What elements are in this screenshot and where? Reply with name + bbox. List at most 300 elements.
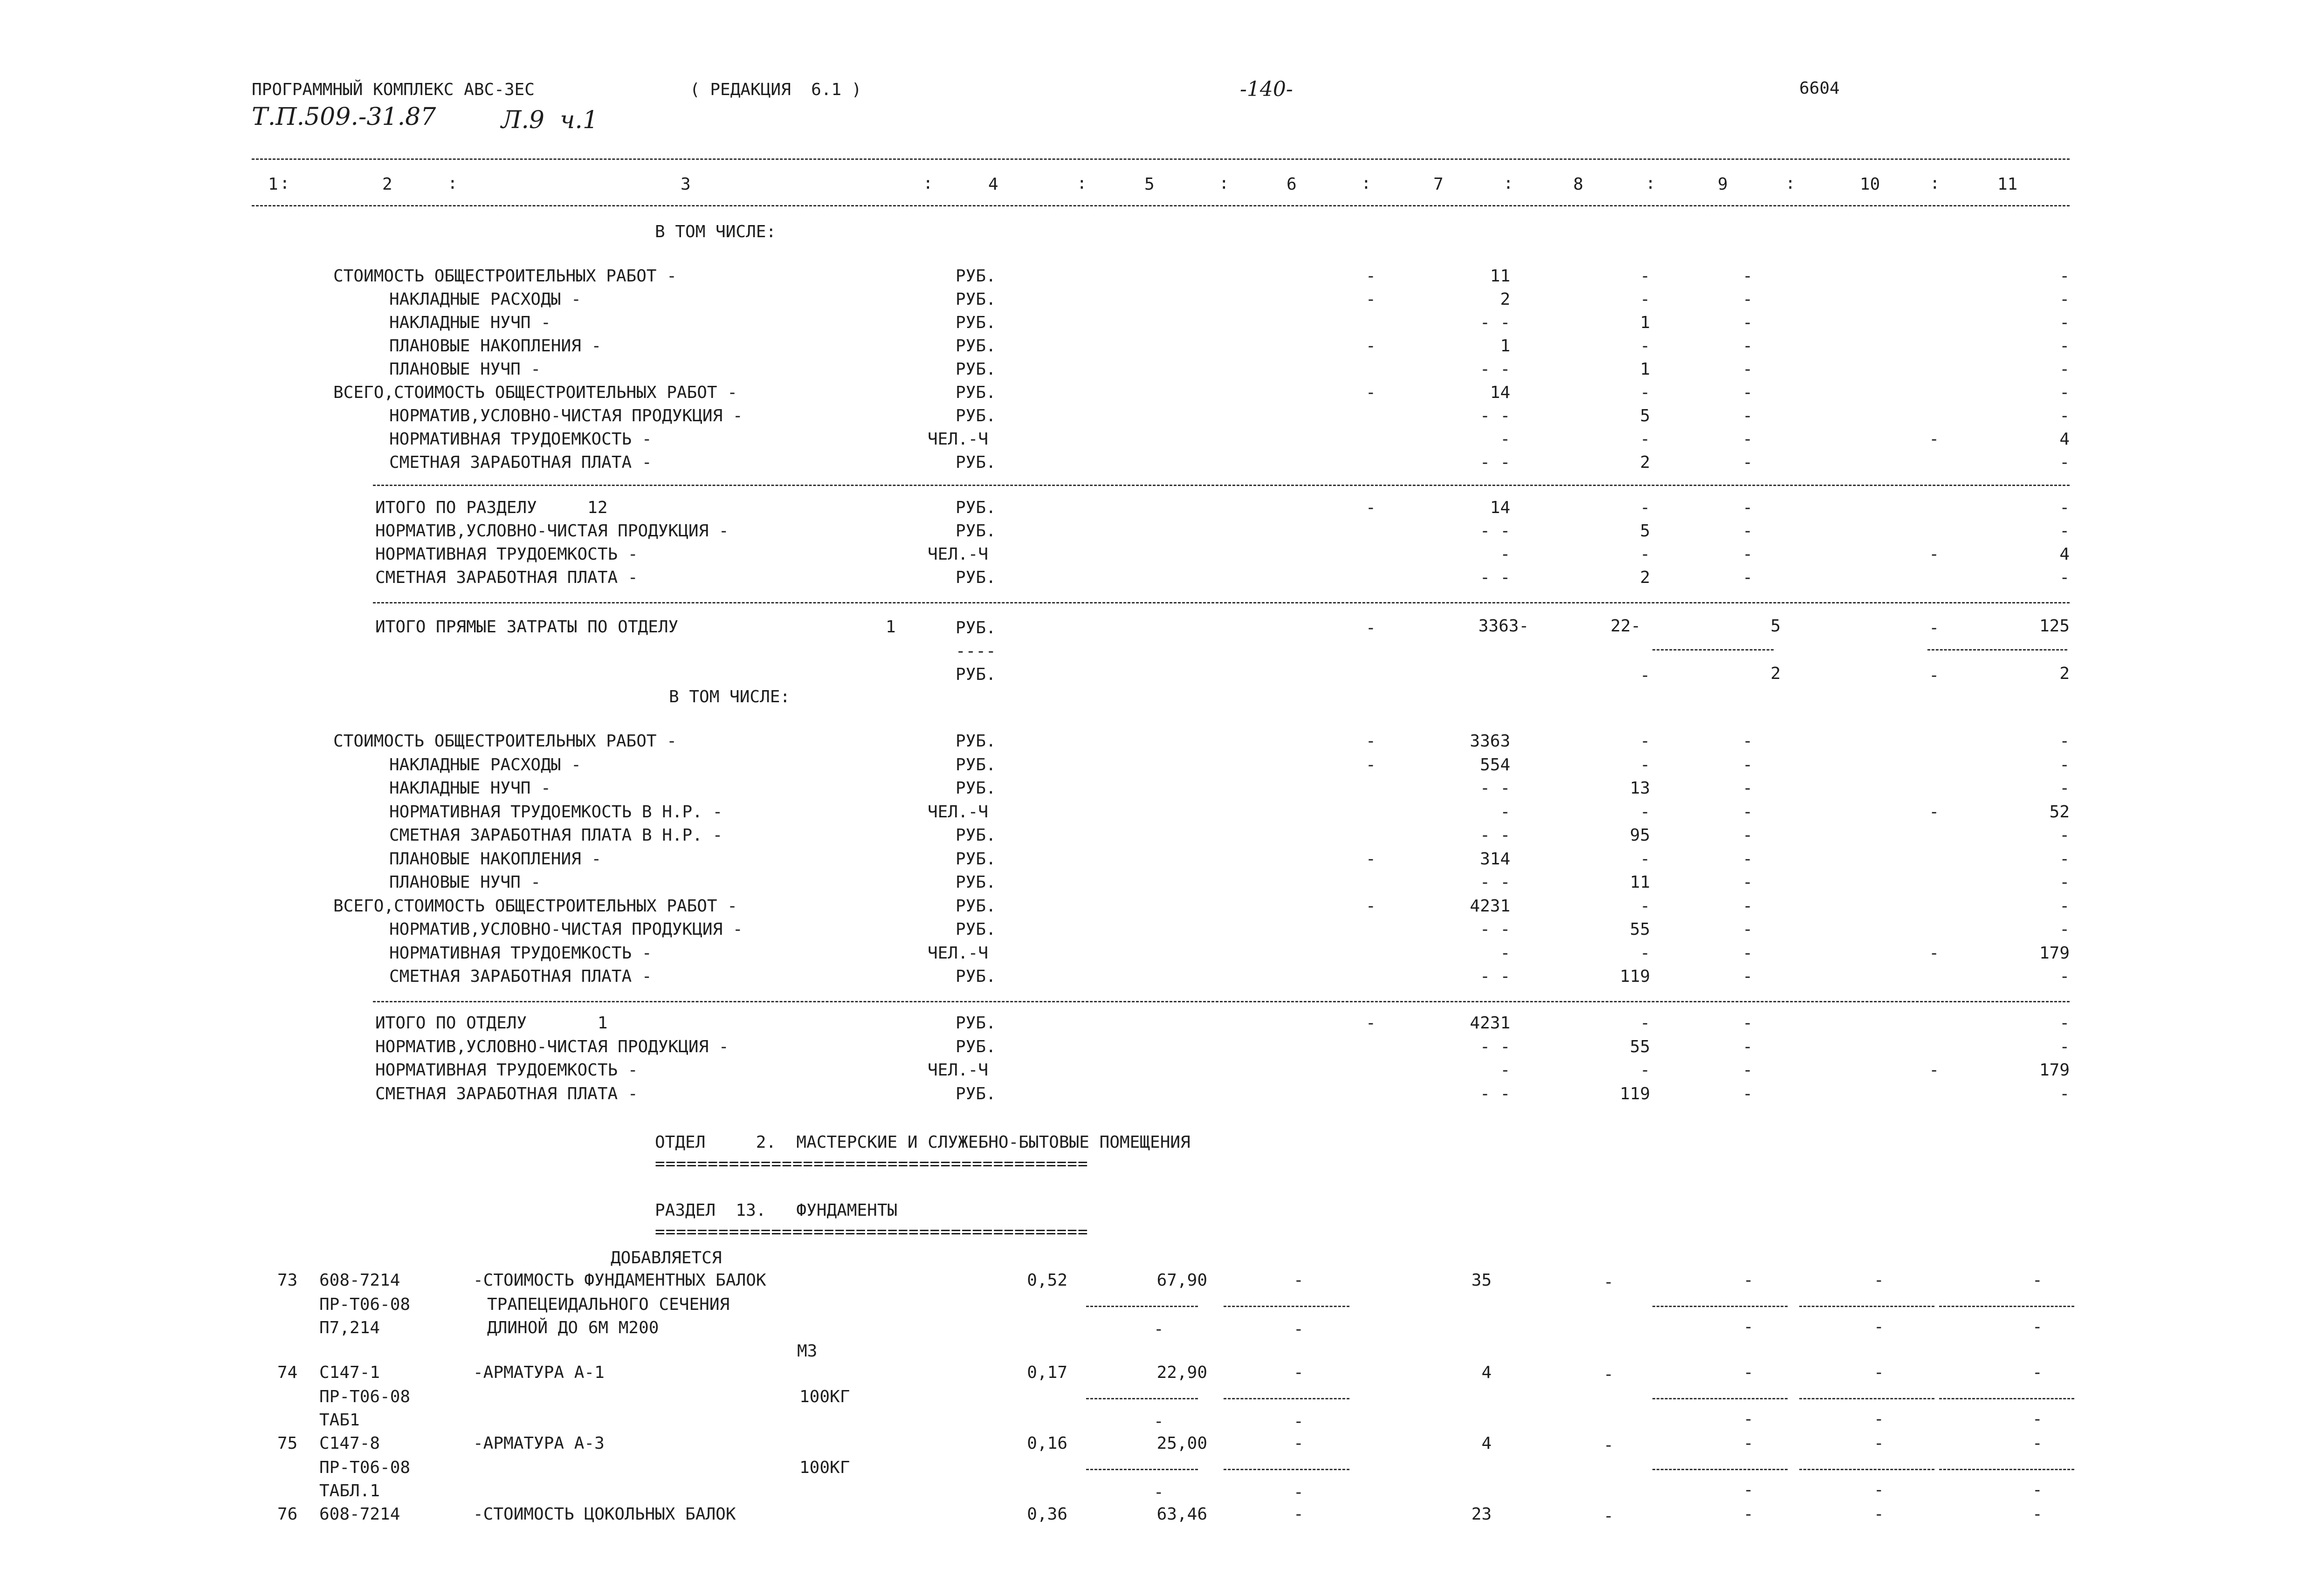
column-separator: : (1219, 174, 1229, 193)
cell-col5: - (1154, 1320, 1164, 1339)
item-code: С147-8 (319, 1434, 380, 1453)
item-description-line: ТРАПЕЦЕИДАЛЬНОГО СЕЧЕНИЯ (487, 1295, 730, 1314)
column-separator: : (1361, 174, 1371, 193)
cell-col11: - (2059, 498, 2070, 517)
item-rule (1224, 1398, 1349, 1399)
dept-title-underline: ========================================= (655, 1154, 1088, 1173)
cell-col11: 4 (2059, 545, 2070, 564)
item-code: 608-7214 (319, 1505, 400, 1524)
cell-col9: - (1742, 453, 1753, 472)
cell-col8: 2 (1640, 453, 1650, 472)
cell-col6: - (1366, 383, 1376, 402)
cell-col9: - (1742, 779, 1753, 798)
dept-title: ОТДЕЛ 2. МАСТЕРСКИЕ И СЛУЖЕБНО-БЫТОВЫЕ ПОМЕЩЕНИЯ (655, 1133, 1190, 1152)
cell-col8: - (1640, 267, 1650, 286)
cell-col11: 52 (2049, 802, 2070, 822)
cell-col8: - (1640, 802, 1650, 822)
cell-col10: - (1929, 666, 1939, 685)
cell-col11: - (2059, 732, 2070, 751)
cell-col8: 5 (1640, 521, 1650, 541)
cell-col8: 22- (1610, 616, 1641, 636)
row-unit: РУБ. (956, 290, 996, 309)
cell-col11: - (2059, 406, 2070, 425)
item-description-line: ДЛИНОЙ ДО 6М М200 (487, 1318, 659, 1337)
cell-col7: 14 (1490, 498, 1510, 517)
cell-col7: - - (1479, 406, 1510, 425)
item-reference: ПР-Т06-08 (319, 1295, 411, 1314)
cell-col9: - (1742, 430, 1753, 449)
cell-col8: - (1640, 666, 1650, 685)
cell-col9: - (1742, 826, 1753, 845)
cell-col10: - (1929, 545, 1939, 564)
cell-col7: - - (1479, 568, 1510, 587)
section-divider (373, 602, 2070, 603)
page-number: -140- (1240, 77, 1293, 101)
cell-col6: - (1366, 849, 1376, 869)
cell-col9: - (1743, 1505, 1754, 1524)
row-label: НОРМАТИВ,УСЛОВНО-ЧИСТАЯ ПРОДУКЦИЯ - (375, 1037, 729, 1056)
cell-col8: - (1603, 1365, 1614, 1384)
row-label: НОРМАТИВ,УСЛОВНО-ЧИСТАЯ ПРОДУКЦИЯ - (389, 920, 743, 939)
section-title-underline: ========================================= (655, 1222, 1088, 1241)
column-separator: : (1930, 174, 1940, 193)
cell-col11: - (2032, 1271, 2043, 1290)
row-label: НАКЛАДНЫЕ РАСХОДЫ - (389, 755, 581, 774)
cell-col8: - (1640, 383, 1650, 402)
direct-costs-label: ИТОГО ПРЯМЫЕ ЗАТРАТЫ ПО ОТДЕЛУ (375, 617, 679, 637)
cell-col8: 119 (1619, 967, 1650, 986)
cell-col8: - (1640, 896, 1650, 916)
row-unit: РУБ. (956, 336, 996, 356)
cell-col7: 554 (1479, 755, 1510, 774)
row-label: СМЕТНАЯ ЗАРАБОТНАЯ ПЛАТА В Н.Р. - (389, 826, 723, 845)
header-bottom-rule (252, 205, 2070, 206)
cell-col8: 1 (1640, 313, 1650, 332)
item-rule (1939, 1469, 2074, 1470)
row-unit: РУБ. (956, 498, 996, 517)
cell-col11: - (2059, 360, 2070, 379)
item-rule (1652, 1469, 1788, 1470)
cell-col9: - (1742, 1037, 1753, 1056)
item-price: 25,00 (1156, 1434, 1207, 1453)
row-unit: РУБ. (956, 967, 996, 986)
cell-col8: - (1640, 755, 1650, 774)
cell-col8: - (1640, 732, 1650, 751)
row-unit: РУБ. (956, 755, 996, 774)
cell-col11: 179 (2039, 943, 2070, 963)
cell-col6: - (1366, 732, 1376, 751)
row-label: НОРМАТИВНАЯ ТРУДОЕМКОСТЬ В Н.Р. - (389, 802, 723, 822)
including-heading: В ТОМ ЧИСЛЕ: (669, 687, 791, 706)
cell-col7: 3363- (1478, 616, 1529, 636)
item-rule (1652, 1398, 1788, 1399)
cell-col7: - (1500, 943, 1510, 963)
row-label: СМЕТНАЯ ЗАРАБОТНАЯ ПЛАТА - (389, 967, 652, 986)
item-rule (1939, 1398, 2074, 1399)
row-label: НАКЛАДНЫЕ НУЧП - (389, 779, 551, 798)
cell-col11: - (2032, 1505, 2043, 1524)
item-reference: ТАБ1 (319, 1411, 360, 1430)
item-reference: ПР-Т06-08 (319, 1458, 411, 1477)
cell-col7: 4 (1481, 1363, 1492, 1382)
cell-col11: - (2032, 1317, 2043, 1336)
item-reference: П7,214 (319, 1318, 380, 1337)
cell-col11: - (2032, 1434, 2043, 1453)
cell-col7: 14 (1490, 383, 1510, 402)
cell-col7: 35 (1471, 1271, 1492, 1290)
cell-col9: - (1743, 1271, 1754, 1290)
row-unit: РУБ. (956, 1037, 996, 1056)
header-top-rule (252, 158, 2070, 160)
cell-col6: - (1366, 267, 1376, 286)
item-number: 75 (277, 1434, 298, 1453)
cell-col6: - (1366, 290, 1376, 309)
cell-col6: - (1366, 618, 1376, 637)
cell-col7: - - (1479, 920, 1510, 939)
row-unit: РУБ. (956, 568, 996, 587)
cell-col7: - - (1479, 1037, 1510, 1056)
cell-col9: - (1743, 1480, 1754, 1500)
row-label: НОРМАТИВНАЯ ТРУДОЕМКОСТЬ - (375, 1061, 638, 1080)
cell-col11: - (2059, 1037, 2070, 1056)
cell-col9: - (1742, 755, 1753, 774)
cell-col9: - (1743, 1363, 1754, 1382)
item-description: -АРМАТУРА А-3 (473, 1434, 605, 1453)
row-label: ВСЕГО,СТОИМОСТЬ ОБЩЕСТРОИТЕЛЬНЫХ РАБОТ - (333, 896, 737, 916)
cell-col8: 1 (1640, 360, 1650, 379)
cell-col8: - (1603, 1507, 1614, 1526)
cell-col8: 119 (1619, 1084, 1650, 1103)
cell-col8: - (1640, 545, 1650, 564)
cell-col11: 4 (2059, 430, 2070, 449)
cell-col8: 55 (1630, 1037, 1650, 1056)
item-quantity: 0,17 (1027, 1363, 1067, 1382)
unit-dashes: ---- (956, 642, 996, 661)
cell-col8: - (1603, 1436, 1614, 1455)
cell-col7: - - (1479, 313, 1510, 332)
cell-col11: - (2032, 1410, 2043, 1429)
item-rule (1086, 1469, 1198, 1470)
cell-col7: - - (1479, 873, 1510, 892)
cell-col6: - (1294, 1271, 1304, 1290)
item-price: 63,46 (1156, 1505, 1207, 1524)
cell-col11: - (2059, 1084, 2070, 1103)
cell-col11: - (2032, 1363, 2043, 1382)
added-label: ДОБАВЛЯЕТСЯ (611, 1248, 722, 1267)
column-header-7: 7 (1433, 175, 1444, 194)
row-label: НОРМАТИВНАЯ ТРУДОЕМКОСТЬ - (375, 545, 638, 564)
edition: ( РЕДАКЦИЯ 6.1 ) (690, 80, 862, 99)
item-rule (1939, 1306, 2074, 1307)
column-header-4: 4 (988, 175, 998, 194)
column-separator: : (1645, 174, 1656, 193)
row-unit: РУБ. (956, 1084, 996, 1103)
item-number: 73 (277, 1271, 298, 1290)
cell-col10: - (1874, 1480, 1884, 1500)
column-separator: : (280, 174, 290, 193)
row-label: НОРМАТИВ,УСЛОВНО-ЧИСТАЯ ПРОДУКЦИЯ - (375, 521, 729, 541)
row-unit: РУБ. (956, 665, 996, 684)
row-unit: РУБ. (956, 521, 996, 541)
cell-col11: - (2059, 755, 2070, 774)
cell-col8: - (1603, 1273, 1614, 1292)
cell-col9: - (1742, 920, 1753, 939)
row-unit: ЧЕЛ.-Ч (928, 1061, 989, 1080)
column-header-11: 11 (1997, 175, 2018, 194)
column-header-8: 8 (1573, 175, 1583, 194)
cell-col9: - (1742, 802, 1753, 822)
item-price: 22,90 (1156, 1363, 1207, 1382)
row-unit: РУБ. (956, 873, 996, 892)
cell-col8: 13 (1630, 779, 1650, 798)
item-unit: М3 (797, 1342, 818, 1361)
cell-col6: - (1294, 1320, 1304, 1339)
row-unit: РУБ. (956, 896, 996, 916)
cell-col11: - (2059, 1014, 2070, 1033)
cell-col9: - (1742, 943, 1753, 963)
program-name: ПРОГРАММНЫЙ КОМПЛЕКС АВС-3ЕС (252, 80, 535, 99)
column-separator: : (1503, 174, 1514, 193)
including-heading: В ТОМ ЧИСЛЕ: (655, 222, 777, 241)
cell-col10: - (1929, 430, 1939, 449)
cell-col7: 2 (1500, 290, 1510, 309)
row-label: СТОИМОСТЬ ОБЩЕСТРОИТЕЛЬНЫХ РАБОТ - (333, 732, 677, 751)
cell-col5: - (1154, 1483, 1164, 1502)
column-separator: : (1785, 174, 1796, 193)
row-unit: ЧЕЛ.-Ч (928, 545, 989, 564)
item-description: -СТОИМОСТЬ ФУНДАМЕНТНЫХ БАЛОК (473, 1271, 766, 1290)
cell-col7: - - (1479, 521, 1510, 541)
row-unit: РУБ. (956, 406, 996, 425)
cell-col11: - (2059, 383, 2070, 402)
cell-col8: - (1640, 290, 1650, 309)
column-header-5: 5 (1144, 175, 1155, 194)
row-unit: РУБ. (956, 360, 996, 379)
direct-costs-num: 1 (886, 617, 896, 637)
item-rule (1086, 1398, 1198, 1399)
row-label: ИТОГО ПО РАЗДЕЛУ 12 (375, 498, 608, 517)
row-label: НОРМАТИВ,УСЛОВНО-ЧИСТАЯ ПРОДУКЦИЯ - (389, 406, 743, 425)
cell-col11: - (2059, 336, 2070, 356)
cell-col6: - (1294, 1483, 1304, 1502)
cell-col6: - (1366, 755, 1376, 774)
column-separator: : (923, 174, 933, 193)
doc-code: 6604 (1799, 79, 1840, 98)
cell-col6: - (1366, 336, 1376, 356)
row-label: НАКЛАДНЫЕ НУЧП - (389, 313, 551, 332)
item-quantity: 0,36 (1027, 1505, 1067, 1524)
cell-col9: - (1743, 1410, 1754, 1429)
cell-col11: - (2059, 826, 2070, 845)
row-label: ВСЕГО,СТОИМОСТЬ ОБЩЕСТРОИТЕЛЬНЫХ РАБОТ - (333, 383, 737, 402)
cell-col10: - (1929, 802, 1939, 822)
cell-col11: - (2059, 873, 2070, 892)
cell-col9: - (1742, 896, 1753, 916)
cell-col8: 2 (1640, 568, 1650, 587)
cell-col11: 125 (2039, 616, 2070, 636)
cell-col9: 2 (1770, 664, 1781, 683)
handwritten-doc-part: Л.9 ч.1 (501, 106, 599, 134)
cell-col11: - (2059, 313, 2070, 332)
item-quantity: 0,52 (1027, 1271, 1067, 1290)
item-rule (1086, 1306, 1198, 1307)
column-header-2: 2 (382, 175, 392, 194)
cell-col6: - (1294, 1505, 1304, 1524)
cell-col8: - (1640, 943, 1650, 963)
handwritten-doc-ref: Т.П.509.-31.87 (252, 103, 436, 131)
cell-col11: - (2059, 521, 2070, 541)
row-unit: РУБ. (956, 1014, 996, 1033)
cell-col11: - (2059, 267, 2070, 286)
cell-col10: - (1929, 1061, 1939, 1080)
cell-col9: - (1742, 732, 1753, 751)
cell-col10: - (1874, 1363, 1884, 1382)
row-label: СМЕТНАЯ ЗАРАБОТНАЯ ПЛАТА - (375, 568, 638, 587)
cell-col10: - (1874, 1271, 1884, 1290)
cell-col11: 179 (2039, 1061, 2070, 1080)
cell-col7: 4231 (1470, 896, 1510, 916)
cell-col9: - (1743, 1317, 1754, 1336)
cell-col6: - (1366, 1014, 1376, 1033)
cell-col6: - (1294, 1363, 1304, 1382)
cell-col9: - (1742, 498, 1753, 517)
row-label: ПЛАНОВЫЕ НУЧП - (389, 360, 541, 379)
cell-col11: 2 (2059, 664, 2070, 683)
cell-col11: - (2059, 568, 2070, 587)
cell-col9: - (1742, 383, 1753, 402)
row-unit: РУБ. (956, 732, 996, 751)
subtotal-rule (1652, 649, 1774, 651)
cell-col6: - (1366, 896, 1376, 916)
row-label: ПЛАНОВЫЕ НАКОПЛЕНИЯ - (389, 849, 602, 869)
cell-col9: - (1742, 360, 1753, 379)
row-label: ИТОГО ПО ОТДЕЛУ 1 (375, 1014, 608, 1033)
cell-col11: - (2059, 849, 2070, 869)
cell-col8: 55 (1630, 920, 1650, 939)
row-label: СМЕТНАЯ ЗАРАБОТНАЯ ПЛАТА - (389, 453, 652, 472)
item-number: 76 (277, 1505, 298, 1524)
cell-col10: - (1929, 943, 1939, 963)
row-unit: РУБ. (956, 383, 996, 402)
subtotal-rule (1927, 649, 2067, 651)
cell-col9: - (1742, 873, 1753, 892)
cell-col11: - (2059, 896, 2070, 916)
cell-col7: 314 (1479, 849, 1510, 869)
cell-col9: 5 (1770, 616, 1781, 636)
cell-col8: - (1640, 498, 1650, 517)
cell-col9: - (1742, 267, 1753, 286)
row-unit: РУБ. (956, 267, 996, 286)
cell-col11: - (2059, 920, 2070, 939)
cell-col7: - - (1479, 826, 1510, 845)
cell-col7: 4231 (1470, 1014, 1510, 1033)
item-description: -СТОИМОСТЬ ЦОКОЛЬНЫХ БАЛОК (473, 1505, 736, 1524)
cell-col8: 95 (1630, 826, 1650, 845)
column-separator: : (447, 174, 458, 193)
cell-col8: 5 (1640, 406, 1650, 425)
row-label: НОРМАТИВНАЯ ТРУДОЕМКОСТЬ - (389, 943, 652, 963)
item-code: С147-1 (319, 1363, 380, 1382)
cell-col7: - - (1479, 453, 1510, 472)
cell-col9: - (1742, 1014, 1753, 1033)
column-separator: : (1077, 174, 1087, 193)
cell-col9: - (1742, 290, 1753, 309)
column-header-9: 9 (1718, 175, 1728, 194)
cell-col6: - (1294, 1412, 1304, 1431)
cell-col7: - (1500, 1061, 1510, 1080)
row-label: СМЕТНАЯ ЗАРАБОТНАЯ ПЛАТА - (375, 1084, 638, 1103)
cell-col7: - (1500, 802, 1510, 822)
section-divider (373, 485, 2070, 486)
column-header-6: 6 (1287, 175, 1297, 194)
cell-col6: - (1294, 1434, 1304, 1453)
cell-col11: - (2059, 967, 2070, 986)
item-unit: 100КГ (799, 1458, 850, 1477)
cell-col6: - (1366, 498, 1376, 517)
cell-col11: - (2032, 1480, 2043, 1500)
cell-col10: - (1874, 1410, 1884, 1429)
cell-col7: 11 (1490, 267, 1510, 286)
section-title: РАЗДЕЛ 13. ФУНДАМЕНТЫ (655, 1201, 898, 1220)
item-reference: ТАБЛ.1 (319, 1481, 380, 1500)
cell-col11: - (2059, 453, 2070, 472)
cell-col8: - (1640, 1061, 1650, 1080)
row-label: НАКЛАДНЫЕ РАСХОДЫ - (389, 290, 581, 309)
column-header-3: 3 (681, 175, 691, 194)
cell-col9: - (1743, 1434, 1754, 1453)
row-unit: ЧЕЛ.-Ч (928, 802, 989, 822)
cell-col7: - (1500, 545, 1510, 564)
cell-col10: - (1929, 618, 1939, 637)
row-label: НОРМАТИВНАЯ ТРУДОЕМКОСТЬ - (389, 430, 652, 449)
section-divider (373, 1001, 2070, 1002)
item-rule (1799, 1306, 1934, 1307)
cell-col7: - (1500, 430, 1510, 449)
row-unit: РУБ. (956, 849, 996, 869)
cell-col10: - (1874, 1434, 1884, 1453)
column-header-10: 10 (1860, 175, 1880, 194)
row-unit: РУБ. (956, 779, 996, 798)
cell-col7: - - (1479, 1084, 1510, 1103)
row-label: СТОИМОСТЬ ОБЩЕСТРОИТЕЛЬНЫХ РАБОТ - (333, 267, 677, 286)
item-price: 67,90 (1156, 1271, 1207, 1290)
cell-col9: - (1742, 967, 1753, 986)
cell-col7: - - (1479, 967, 1510, 986)
cell-col5: - (1154, 1412, 1164, 1431)
item-rule (1224, 1306, 1349, 1307)
cell-col8: 11 (1630, 873, 1650, 892)
cell-col7: 1 (1500, 336, 1510, 356)
cell-col8: - (1640, 430, 1650, 449)
item-reference: ПР-Т06-08 (319, 1387, 411, 1406)
cell-col9: - (1742, 521, 1753, 541)
cell-col10: - (1874, 1317, 1884, 1336)
cell-col9: - (1742, 545, 1753, 564)
item-rule (1799, 1398, 1934, 1399)
cell-col8: - (1640, 336, 1650, 356)
item-quantity: 0,16 (1027, 1434, 1067, 1453)
row-unit: РУБ. (956, 826, 996, 845)
cell-col11: - (2059, 779, 2070, 798)
item-unit: 100КГ (799, 1387, 850, 1406)
cell-col11: - (2059, 290, 2070, 309)
row-label: ПЛАНОВЫЕ НАКОПЛЕНИЯ - (389, 336, 602, 356)
cell-col9: - (1742, 568, 1753, 587)
cell-col9: - (1742, 406, 1753, 425)
item-rule (1224, 1469, 1349, 1470)
cell-col9: - (1742, 1084, 1753, 1103)
row-unit: РУБ. (956, 618, 996, 637)
